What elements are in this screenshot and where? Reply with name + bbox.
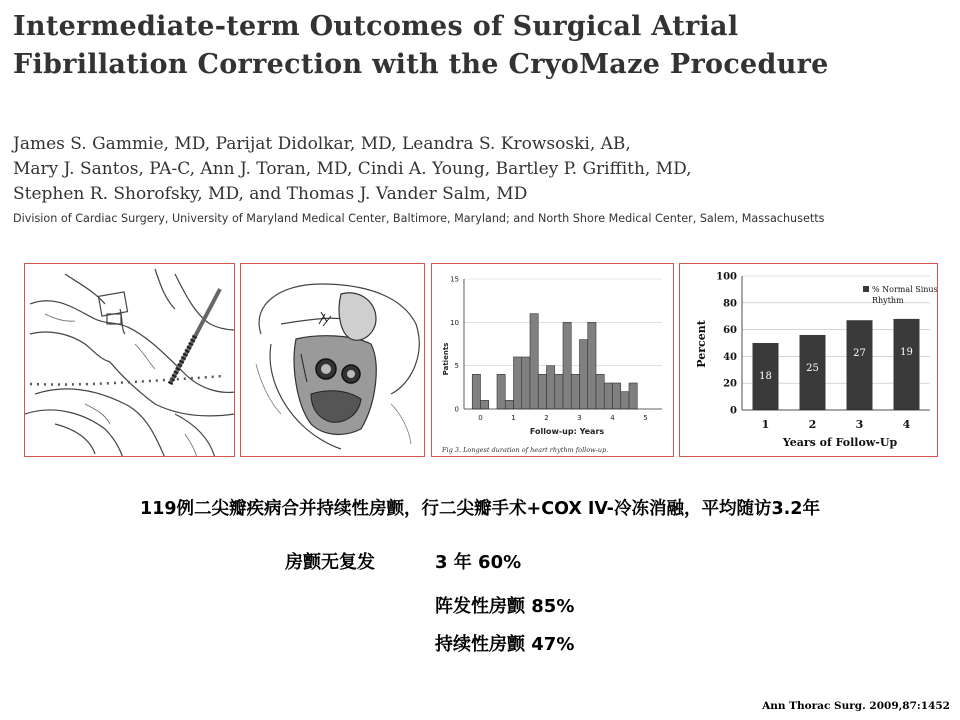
results-label: 房颤无复发 <box>285 552 375 573</box>
legend-text: % Normal Sinus Rhythm <box>872 285 938 305</box>
histogram-bar <box>547 366 555 409</box>
histogram-bar <box>571 374 579 409</box>
y-axis-label: Percent <box>695 320 708 368</box>
author-list <box>13 132 933 207</box>
author-line: Mary J. Santos, PA-C, Ann J. Toran, MD, Cindi A. Young, Bartley P. Griffith, MD, <box>13 159 692 179</box>
x-axis-label: Years of Follow-Up <box>782 436 898 449</box>
result-row: 阵发性房颤 85% <box>435 596 575 617</box>
y-tick-label: 20 <box>723 378 737 390</box>
histogram-chart <box>432 264 674 457</box>
histogram-bar <box>472 374 480 409</box>
figure-caption: Fig 3. Longest duration of heart rhythm follow-up. <box>442 446 609 454</box>
y-tick-label: 5 <box>454 362 459 371</box>
y-tick-label: 0 <box>730 405 737 417</box>
y-tick-label: 15 <box>450 275 459 284</box>
histogram-bar <box>481 400 489 409</box>
x-tick-label: 0 <box>478 414 483 422</box>
histogram-bar <box>629 383 637 409</box>
histogram-bar <box>514 357 522 409</box>
bar-count-label: 19 <box>900 346 913 358</box>
x-tick-label: 4 <box>902 418 911 431</box>
y-tick-label: 80 <box>723 298 737 310</box>
y-axis-label: Patients <box>442 342 450 376</box>
y-tick-label: 100 <box>716 271 737 283</box>
study-summary: 119例二尖瓣疾病合并持续性房颤，行二尖瓣手术+COX IV-冷冻消融，平均随访3.2年 <box>140 499 820 519</box>
x-tick-label: 3 <box>855 418 864 431</box>
histogram-bar <box>563 322 571 409</box>
histogram-chart-panel <box>431 263 674 457</box>
author-line: Stephen R. Shorofsky, MD, and Thomas J. Vander Salm, MD <box>13 184 528 204</box>
histogram-bar <box>538 374 546 409</box>
histogram-bar <box>522 357 530 409</box>
atrium-drawing <box>241 264 425 457</box>
nsr-bar <box>847 320 873 410</box>
x-tick-label: 2 <box>544 414 549 422</box>
histogram-bar <box>505 400 513 409</box>
surgical-illustration-atrium <box>240 263 425 457</box>
x-tick-label: 2 <box>808 418 817 431</box>
histogram-bar <box>580 340 588 409</box>
x-tick-label: 4 <box>610 414 615 422</box>
paper-title: Intermediate-term Outcomes of Surgical Atrial Fibrillation Correction with the CryoMaze Procedure <box>13 11 829 80</box>
x-tick-label: 1 <box>511 414 516 422</box>
nsr-bar <box>894 319 920 410</box>
x-tick-label: 1 <box>761 418 770 431</box>
histogram-bar <box>596 374 604 409</box>
histogram-bar <box>613 383 621 409</box>
histogram-bar <box>555 374 563 409</box>
nsr-bar-chart <box>680 264 938 457</box>
y-tick-label: 40 <box>723 351 737 363</box>
citation: Ann Thorac Surg. 2009,87:1452 <box>762 700 950 712</box>
cryoprobe-drawing <box>25 264 235 457</box>
result-row: 3 年 60% <box>435 552 522 573</box>
histogram-bar <box>530 314 538 409</box>
histogram-bar <box>497 374 505 409</box>
bar-count-label: 25 <box>806 362 819 374</box>
histogram-bar <box>588 322 596 409</box>
y-tick-label: 10 <box>450 318 459 327</box>
affiliation: Division of Cardiac Surgery, University of Maryland Medical Center, Baltimore, Maryland; and North Shore Medical Center, Salem, Massachusetts <box>13 212 825 225</box>
result-row: 持续性房颤 47% <box>435 634 575 655</box>
histogram-bar <box>621 392 629 409</box>
author-line: James S. Gammie, MD, Parijat Didolkar, MD, Leandra S. Krowsoski, AB, <box>13 134 631 154</box>
x-tick-label: 5 <box>643 414 648 422</box>
x-tick-label: 3 <box>577 414 582 422</box>
x-axis-label: Follow-up: Years <box>529 427 605 436</box>
y-tick-label: 0 <box>454 405 459 414</box>
bar-count-label: 18 <box>759 371 772 382</box>
legend-swatch <box>863 286 869 292</box>
y-tick-label: 60 <box>723 325 737 337</box>
bar-count-label: 27 <box>853 348 866 360</box>
nsr-bar-chart-panel <box>679 263 938 457</box>
surgical-illustration-cryoprobe <box>24 263 235 457</box>
histogram-bar <box>604 383 612 409</box>
